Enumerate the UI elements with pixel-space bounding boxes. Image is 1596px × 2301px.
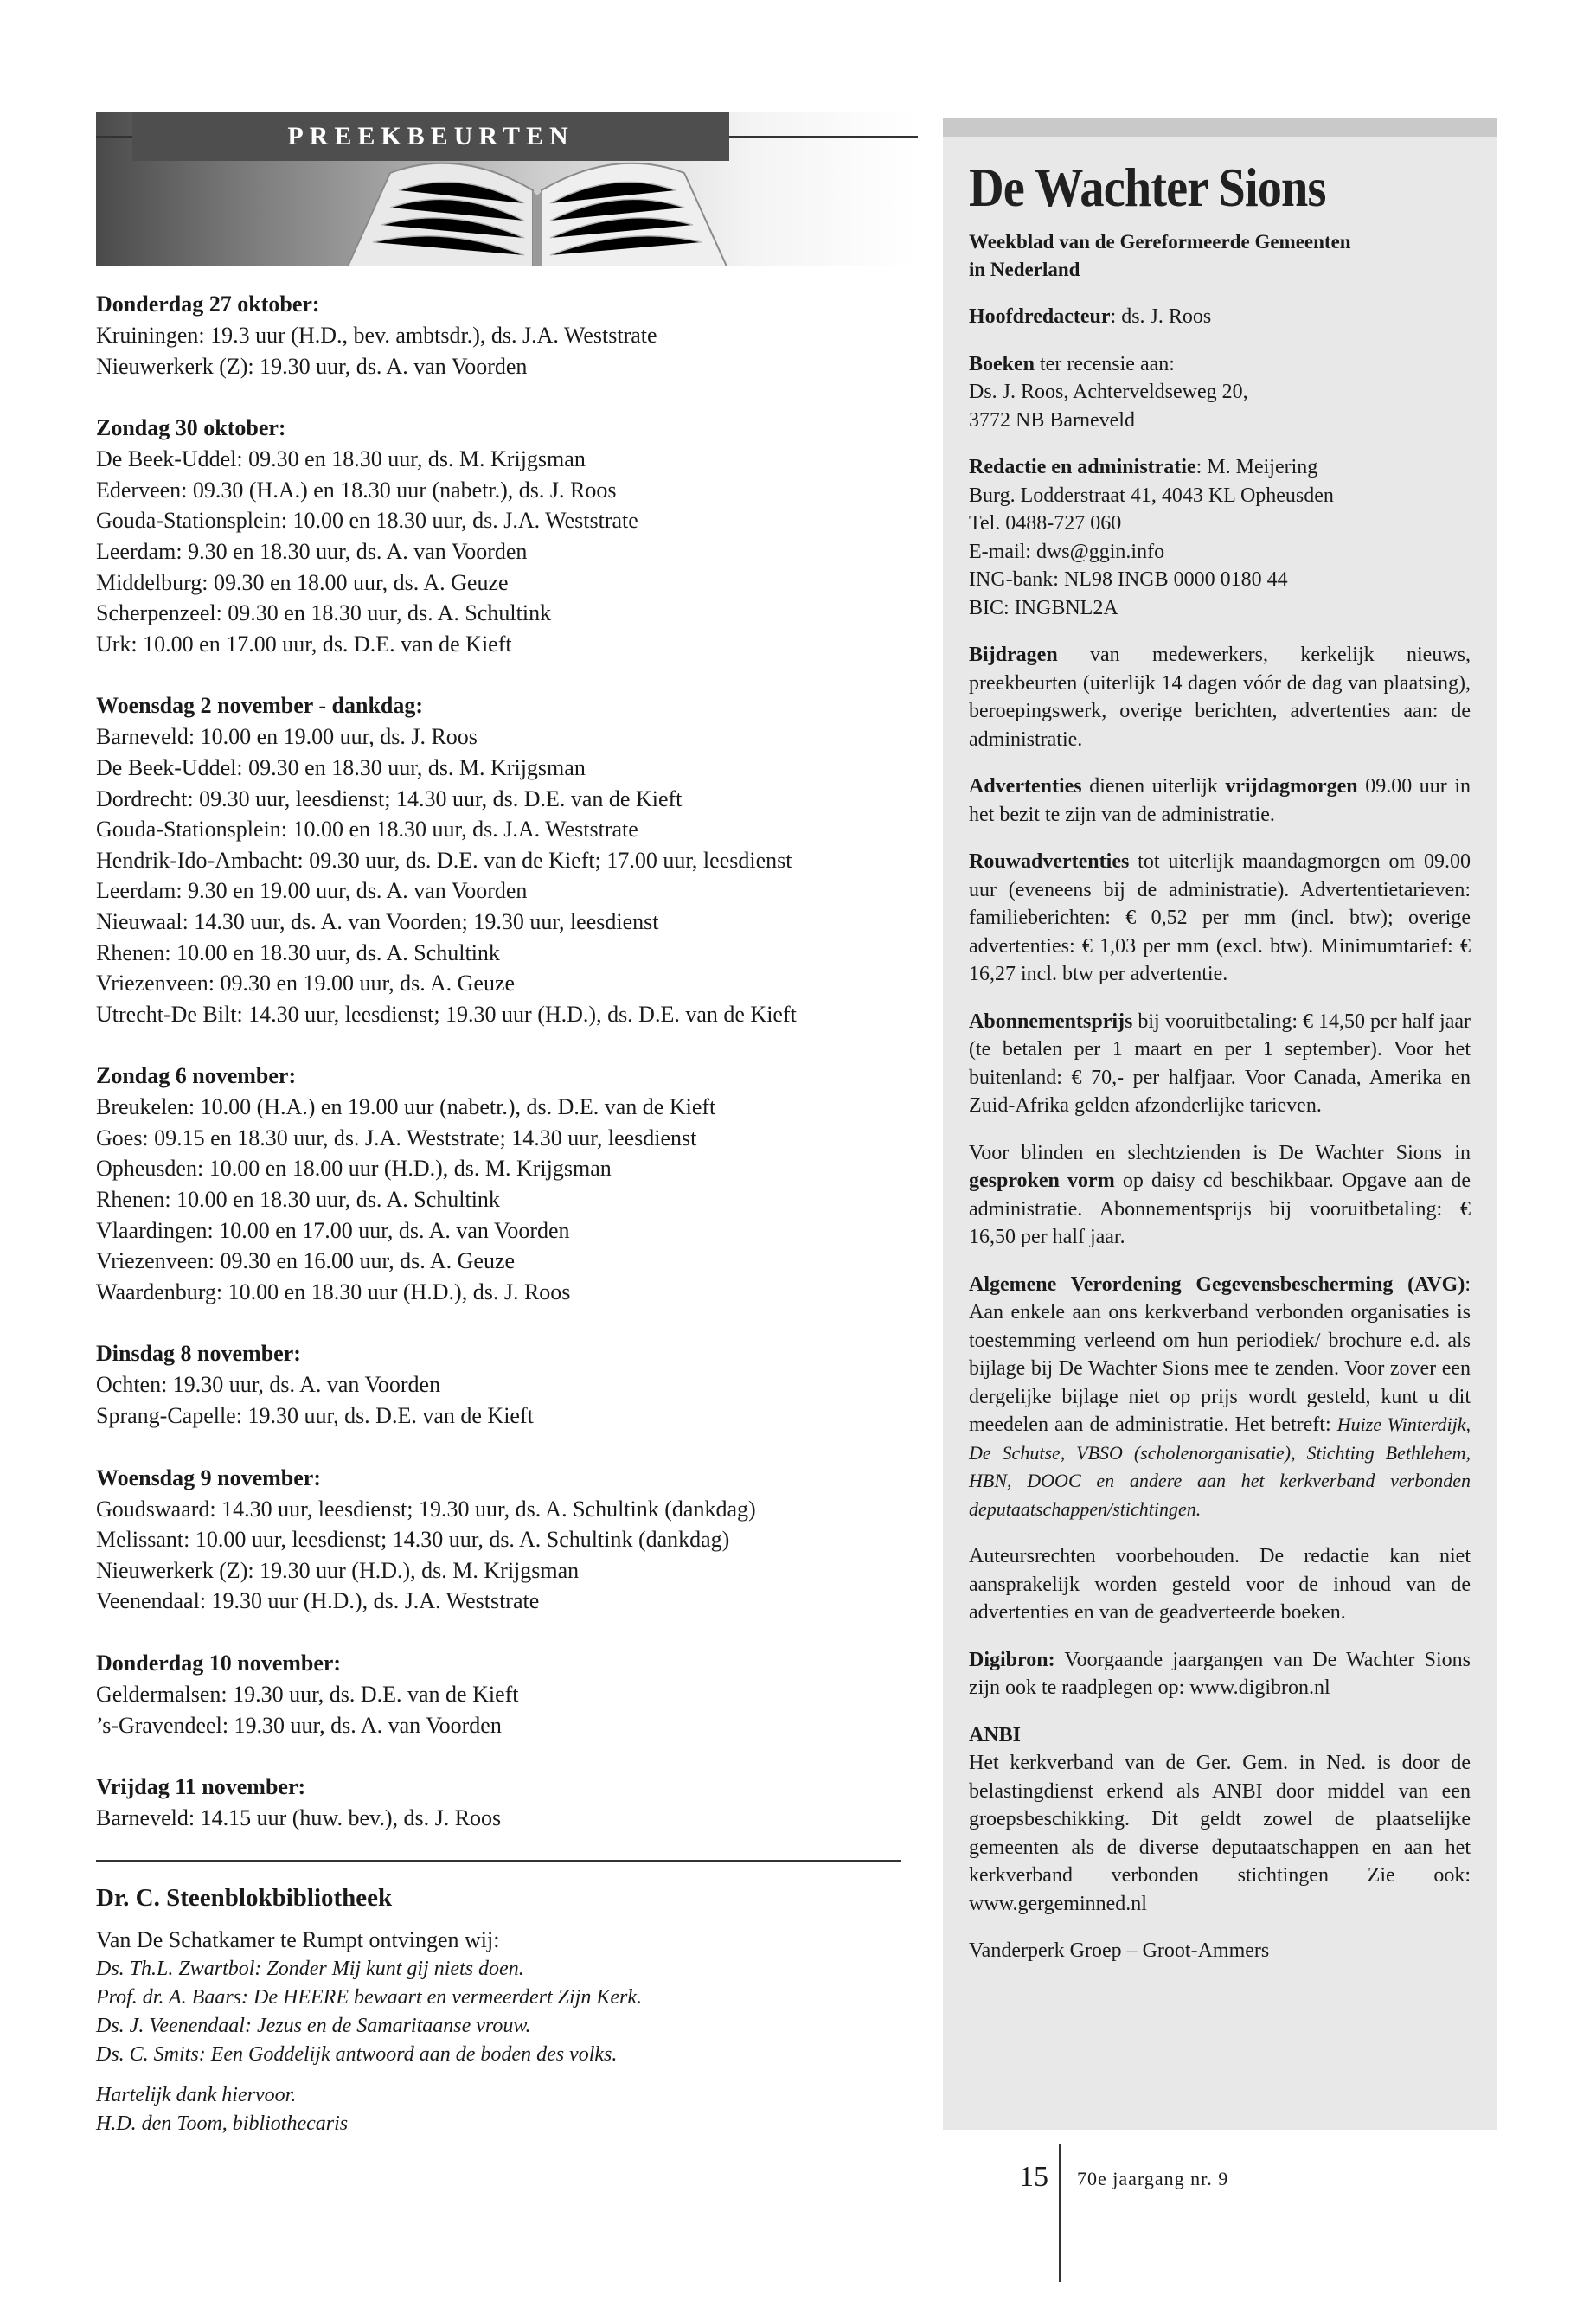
mourning-label: Rouwadvertenties: [969, 850, 1130, 873]
library-signature: H.D. den Toom, bibliothecaris: [96, 2112, 349, 2135]
mourning-text: tot uiterlijk maandagmorgen om 09.00 uur (eveneens bij de administratie). Advertentietarieven: familieberichten: € 0,52 per mm (incl. btw); overige advertenties: € 1,03 per mm (excl. btw). Minimumtarief: € 16,27 incl. btw per advertentie.: [969, 850, 1471, 985]
avg-block: [969, 1271, 1471, 1524]
service-day: [96, 1061, 901, 1307]
service-day-heading: Zondag 30 oktober:: [96, 415, 286, 441]
section-divider: [96, 1860, 901, 1862]
service-day: [96, 1463, 901, 1617]
section-title: PREEKBEURTEN: [132, 112, 729, 161]
service-entry: Hendrik-Ido-Ambacht: 09.30 uur, ds. D.E. van de Kieft; 17.00 uur, leesdienst: [96, 847, 792, 873]
service-schedule: [96, 289, 901, 1834]
anbi-block: [969, 1721, 1471, 1919]
service-entry: Kruiningen: 19.3 uur (H.D., bev. ambtsdr.), ds. J.A. Weststrate: [96, 323, 657, 348]
anbi-text: Het kerkverband van de Ger. Gem. in Ned. is door de belastingdienst erkend als ANBI door middel van een groepsbeschikking. Dit geldt zowel de plaatselijke gemeenten als de diverse deputaatschappen en aan het kerkverband verbonden stichtingen Zie ook: www.gergeminned.nl: [969, 1752, 1471, 1915]
subtitle-line-2: in Nederland: [969, 259, 1080, 280]
service-entry: Breukelen: 10.00 (H.A.) en 19.00 uur (nabetr.), ds. D.E. van de Kieft: [96, 1094, 716, 1120]
blind-spoken-form: gesproken vorm: [969, 1170, 1115, 1192]
blind-text-2: op daisy cd beschikbaar. Opgave aan de administratie. Abonnementsprijs bij vooruitbetaling: € 16,50 per half jaar.: [969, 1170, 1471, 1248]
editor-value: : ds. J. Roos: [1110, 305, 1212, 328]
library-book: Ds. J. Veenendaal: Jezus en de Samaritaanse vrouw.: [96, 2014, 531, 2037]
contributions-label: Bijdragen: [969, 644, 1058, 666]
service-entry: Vriezenveen: 09.30 en 16.00 uur, ds. A. Geuze: [96, 1248, 516, 1274]
service-entry: Middelburg: 09.30 en 18.00 uur, ds. A. Geuze: [96, 569, 509, 595]
service-day: [96, 1338, 901, 1431]
admin-address: Burg. Lodderstraat 41, 4043 KL Opheusden: [969, 484, 1334, 507]
service-entry: Leerdam: 9.30 en 19.00 uur, ds. A. van Voorden: [96, 878, 528, 904]
copyright-block: Auteursrechten voorbehouden. De redactie kan niet aansprakelijk worden gesteld voor de inhoud van de advertenties en van de geadverteerde boeken.: [969, 1545, 1471, 1624]
subscription-block: [969, 1008, 1471, 1120]
service-entry: Barneveld: 10.00 en 19.00 uur, ds. J. Roos: [96, 724, 478, 750]
digibron-label: Digibron:: [969, 1648, 1055, 1671]
service-entry: Barneveld: 14.15 uur (huw. bev.), ds. J. Roos: [96, 1805, 502, 1831]
service-entry: Nieuwerkerk (Z): 19.30 uur, ds. A. van Voorden: [96, 353, 528, 379]
service-entry: Sprang-Capelle: 19.30 uur, ds. D.E. van de Kieft: [96, 1403, 534, 1429]
library-books: [96, 1955, 901, 2069]
admin-bank: ING-bank: NL98 INGB 0000 0180 44: [969, 568, 1288, 591]
page-number: 15: [1019, 2161, 1048, 2193]
service-entry: Utrecht-De Bilt: 14.30 uur, leesdienst; 19.30 uur (H.D.), ds. D.E. van de Kieft: [96, 1001, 797, 1027]
anbi-label: ANBI: [969, 1723, 1022, 1747]
service-entry: De Beek-Uddel: 09.30 en 18.30 uur, ds. M. Krijgsman: [96, 446, 586, 472]
service-entry: Nieuwerkerk (Z): 19.30 uur (H.D.), ds. M. Krijgsman: [96, 1557, 580, 1583]
service-entry: Leerdam: 9.30 en 18.30 uur, ds. A. van Voorden: [96, 538, 528, 564]
printer-line: Vanderperk Groep – Groot-Ammers: [969, 1939, 1270, 1962]
avg-organisations: Huize Winterdijk, De Schutse, VBSO (scholenorganisatie), Stichting Bethlehem, HBN, DOOC en andere aan het kerkverband verbonden deputaatschappen/stichtingen.: [969, 1413, 1471, 1520]
ads-text: dienen uiterlijk: [1081, 775, 1226, 798]
service-day-heading: Woensdag 2 november - dankdag:: [96, 693, 424, 719]
library-book: Ds. Th.L. Zwartbol: Zonder Mij kunt gij niets doen.: [96, 1957, 524, 1980]
service-day: [96, 1772, 901, 1834]
ads-text-2: 09.00 uur in het bezit te zijn van de administratie.: [969, 775, 1471, 826]
service-entry: Dordrecht: 09.30 uur, leesdienst; 14.30 uur, ds. D.E. van de Kieft: [96, 785, 683, 811]
service-entry: Nieuwaal: 14.30 uur, ds. A. van Voorden; 19.30 uur, leesdienst: [96, 908, 659, 934]
service-entry: Waardenburg: 10.00 en 18.30 uur (H.D.), ds. J. Roos: [96, 1279, 571, 1304]
service-entry: Rhenen: 10.00 en 18.30 uur, ds. A. Schultink: [96, 1187, 500, 1213]
section-header-banner: [96, 112, 918, 266]
service-day: [96, 1648, 901, 1740]
service-entry: Goudswaard: 14.30 uur, leesdienst; 19.30 uur, ds. A. Schultink (dankdag): [96, 1496, 756, 1522]
admin-bic: BIC: INGBNL2A: [969, 596, 1118, 619]
service-day-heading: Dinsdag 8 november:: [96, 1341, 301, 1367]
books-label: Boeken: [969, 352, 1035, 375]
library-thanks: Hartelijk dank hiervoor.: [96, 2083, 297, 2106]
subscription-label: Abonnementsprijs: [969, 1009, 1133, 1033]
page-footer: [0, 2144, 1596, 2282]
admin-label: Redactie en administratie: [969, 456, 1196, 478]
blind-text: Voor blinden en slechtzienden is De Wachter Sions in: [969, 1141, 1471, 1164]
service-day: [96, 690, 901, 1029]
magazine-title: De Wachter Sions: [969, 157, 1326, 218]
books-value: ter recensie aan:: [1035, 352, 1175, 375]
preekbeurten-column: [96, 112, 901, 2138]
service-entry: ’s-Gravendeel: 19.30 uur, ds. A. van Voorden: [96, 1712, 502, 1738]
service-entry: Gouda-Stationsplein: 10.00 en 18.30 uur, ds. J.A. Weststrate: [96, 817, 638, 843]
service-day-heading: Vrijdag 11 november:: [96, 1774, 306, 1800]
books-line: 3772 NB Barneveld: [969, 408, 1135, 432]
admin-email: E-mail: dws@ggin.info: [969, 540, 1165, 563]
service-entry: Opheusden: 10.00 en 18.00 uur (H.D.), ds. M. Krijgsman: [96, 1156, 612, 1182]
service-entry: Rhenen: 10.00 en 18.30 uur, ds. A. Schultink: [96, 939, 500, 965]
service-entry: Geldermalsen: 19.30 uur, ds. D.E. van de Kieft: [96, 1682, 519, 1707]
colophon-box: [943, 118, 1497, 2130]
admin-value: : M. Meijering: [1195, 456, 1318, 478]
avg-text: : Aan enkele aan ons kerkverband verbonden organisaties is toestemming verleend om hun periodiek/ brochure e.d. als bijlage bij De Wachter Sions mee te zenden. Voor zover een dergelijke bijlage niet op prijs wordt gesteld, kunt u dit meedelen aan de administratie. Het betreft:: [969, 1272, 1471, 1436]
library-book: Ds. C. Smits: Een Goddelijk antwoord aan de boden des volks.: [96, 2042, 618, 2066]
service-day: [96, 289, 901, 381]
service-entry: Vlaardingen: 10.00 en 17.00 uur, ds. A. van Voorden: [96, 1217, 570, 1243]
service-entry: Scherpenzeel: 09.30 en 18.30 uur, ds. A. Schultink: [96, 600, 552, 626]
ads-deadline: vrijdagmorgen: [1225, 775, 1358, 798]
digibron-block: [969, 1646, 1471, 1702]
contributions-block: [969, 641, 1471, 753]
editor-block: [969, 303, 1471, 331]
service-entry: Melissant: 10.00 uur, leesdienst; 14.30 uur, ds. A. Schultink (dankdag): [96, 1527, 730, 1553]
service-entry: Goes: 09.15 en 18.30 uur, ds. J.A. Weststrate; 14.30 uur, leesdienst: [96, 1125, 697, 1150]
books-block: [969, 350, 1471, 435]
advertisements-block: [969, 772, 1471, 829]
subtitle-line-1: Weekblad van de Gereformeerde Gemeenten: [969, 231, 1351, 253]
service-day-heading: Zondag 6 november:: [96, 1063, 297, 1089]
service-day-heading: Donderdag 27 oktober:: [96, 292, 320, 317]
service-entry: Gouda-Stationsplein: 10.00 en 18.30 uur, ds. J.A. Weststrate: [96, 508, 638, 534]
issue-info: 70e jaargang nr. 9: [1077, 2168, 1229, 2189]
ads-label: Advertenties: [969, 775, 1082, 798]
service-day-heading: Donderdag 10 november:: [96, 1650, 342, 1676]
service-entry: Ochten: 19.30 uur, ds. A. van Voorden: [96, 1372, 441, 1398]
service-entry: Ederveen: 09.30 (H.A.) en 18.30 uur (nabetr.), ds. J. Roos: [96, 477, 617, 503]
admin-block: [969, 453, 1471, 622]
editor-label: Hoofdredacteur: [969, 305, 1111, 328]
blind-readers-block: [969, 1139, 1471, 1252]
library-book: Prof. dr. A. Baars: De HEERE bewaart en vermeerdert Zijn Kerk.: [96, 1985, 643, 2009]
digibron-text: Voorgaande jaargangen van De Wachter Sions zijn ook te raadplegen op: www.digibron.nl: [969, 1648, 1471, 1699]
footer-rule: [1059, 2144, 1061, 2282]
library-section: [96, 1881, 901, 2138]
contributions-text: van medewerkers, kerkelijk nieuws, preekbeurten (uiterlijk 14 dagen vóór de dag van plaatsing), beroepingswerk, overige berichten, advertenties aan: de administratie.: [969, 644, 1471, 751]
service-entry: De Beek-Uddel: 09.30 en 18.30 uur, ds. M. Krijgsman: [96, 754, 586, 780]
service-entry: Urk: 10.00 en 17.00 uur, ds. D.E. van de Kieft: [96, 631, 512, 657]
books-line: Ds. J. Roos, Achterveldseweg 20,: [969, 381, 1248, 403]
service-entry: Veenendaal: 19.30 uur (H.D.), ds. J.A. Weststrate: [96, 1588, 540, 1614]
magazine-subtitle: [969, 228, 1471, 284]
avg-label: Algemene Verordening Gegevensbescherming (AVG): [969, 1272, 1465, 1296]
admin-phone: Tel. 0488-727 060: [969, 512, 1122, 535]
service-day-heading: Woensdag 9 november:: [96, 1465, 321, 1490]
subscription-text: bij vooruitbetaling: € 14,50 per half jaar (te betalen per 1 maart en per 1 september). Voor het buitenland: € 70,- per halfjaar. Voor Canada, Amerika en Zuid-Afrika gelden afzonderlijke tarieven.: [969, 1009, 1471, 1117]
service-day: [96, 413, 901, 659]
library-title: Dr. C. Steenblokbibliotheek: [96, 1883, 393, 1912]
service-entry: Vriezenveen: 09.30 en 19.00 uur, ds. A. Geuze: [96, 971, 516, 997]
mourning-ads-block: [969, 848, 1471, 989]
library-intro: Van De Schatkamer te Rumpt ontvingen wij:: [96, 1926, 500, 1952]
